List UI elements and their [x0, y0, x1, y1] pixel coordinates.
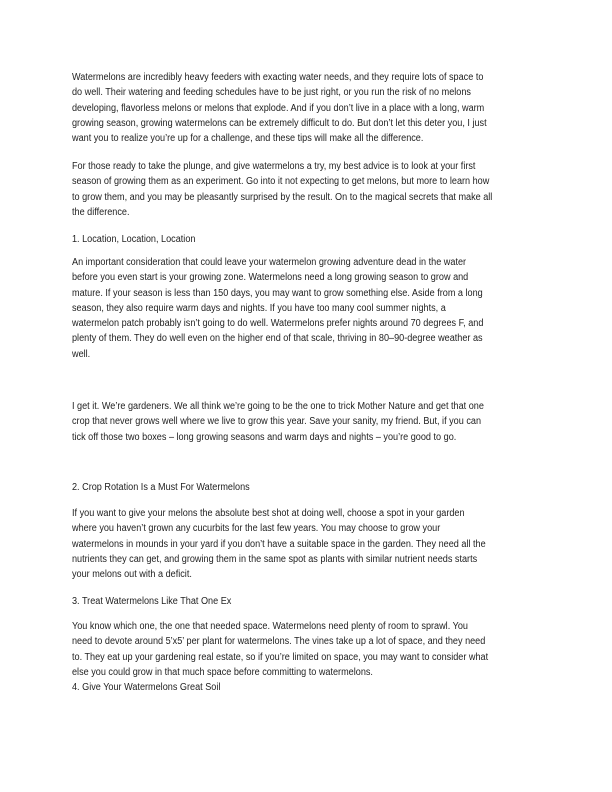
text-line: where you haven’t grown any cucurbits for the last few years. You may choose to grow your — [72, 523, 441, 535]
text-line: Watermelons are incredibly heavy feeders with exacting water needs, and they require lots of space to — [72, 72, 484, 83]
body-paragraph — [72, 70, 487, 146]
body-paragraph — [72, 255, 483, 362]
text-line: You know which one, the one that needed space. Watermelons need plenty of room to sprawl. You — [72, 621, 468, 632]
body-paragraph — [72, 506, 486, 582]
text-line: developing, flavorless melons or melons that explode. And if you don’t live in a place with a long, warm — [72, 102, 485, 114]
body-paragraph — [72, 399, 484, 445]
section-heading — [72, 680, 220, 695]
text-line: the difference. — [72, 206, 130, 218]
text-line: crop that never grows well where we live to grow this year. Save your sanity, my friend. But, if you can — [72, 416, 482, 428]
text-line: season, they also require warm days and nights. If you have too many cool summer nights, a — [72, 302, 446, 314]
text-line: else you could grow in that much space before committing to watermelons. — [72, 666, 373, 678]
text-line: to grow them, and you may be pleasantly surprised by the result. On to the magical secrets that make all — [72, 191, 493, 203]
text-line: your melons out with a deficit. — [72, 569, 192, 581]
text-line: An important consideration that could leave your watermelon growing adventure dead in the water — [72, 257, 467, 268]
text-line: season of growing them as an experiment. Go into it not expecting to get melons, but more to learn how — [72, 176, 490, 188]
section-heading — [72, 232, 195, 247]
text-line: well. — [72, 348, 91, 360]
text-line: growing season, growing watermelons can be extremely difficult to do. But don’t let this deter you, I just — [72, 117, 487, 129]
text-line: 1. Location, Location, Location — [72, 234, 196, 245]
text-line: before you even start is your growing zone. Watermelons need a long growing season to grow and — [72, 272, 469, 284]
body-paragraph — [72, 159, 492, 220]
text-line: to. They eat up your gardening real estate, so if you’re limited on space, you may want to consider what — [72, 651, 489, 663]
text-line: I get it. We’re gardeners. We all think we’re going to be the one to trick Mother Nature and get that one — [72, 401, 484, 412]
text-line: tick off those two boxes – long growing seasons and warm days and nights – you’re good to go. — [72, 431, 457, 443]
text-line: 4. Give Your Watermelons Great Soil — [72, 682, 221, 693]
text-line: do well. Their watering and feeding schedules have to be just right, or you run the risk of no melons — [72, 87, 471, 99]
text-line: mature. If your season is less than 150 days, you may want to grow something else. Aside from a long — [72, 287, 483, 299]
text-line: 2. Crop Rotation Is a Must For Watermelons — [72, 482, 250, 493]
text-line: For those ready to take the plunge, and give watermelons a try, my best advice is to look at your first — [72, 161, 476, 172]
text-line: 3. Treat Watermelons Like That One Ex — [72, 596, 232, 607]
text-line: plenty of them. They do well even on the higher end of that scale, thriving in 80–90-degree weather as — [72, 333, 483, 345]
text-line: If you want to give your melons the absolute best shot at doing well, choose a spot in your garden — [72, 508, 465, 519]
text-line: nutrients they can get, and growing them in the same spot as plants with similar nutrient needs starts — [72, 553, 478, 565]
section-heading — [72, 480, 250, 495]
text-line: need to devote around 5’x5’ per plant for watermelons. The vines take up a lot of space, and they need — [72, 636, 486, 648]
section-heading — [72, 594, 231, 609]
text-line: watermelon patch probably isn’t going to do well. Watermelons prefer nights around 70 degrees F, and — [72, 318, 484, 330]
text-line: watermelons in mounds in your yard if you don’t have a suitable space in the garden. They need all the — [72, 538, 486, 550]
text-line: want you to realize you’re up for a challenge, and these tips will make all the difference. — [72, 133, 424, 145]
body-paragraph — [72, 619, 488, 680]
